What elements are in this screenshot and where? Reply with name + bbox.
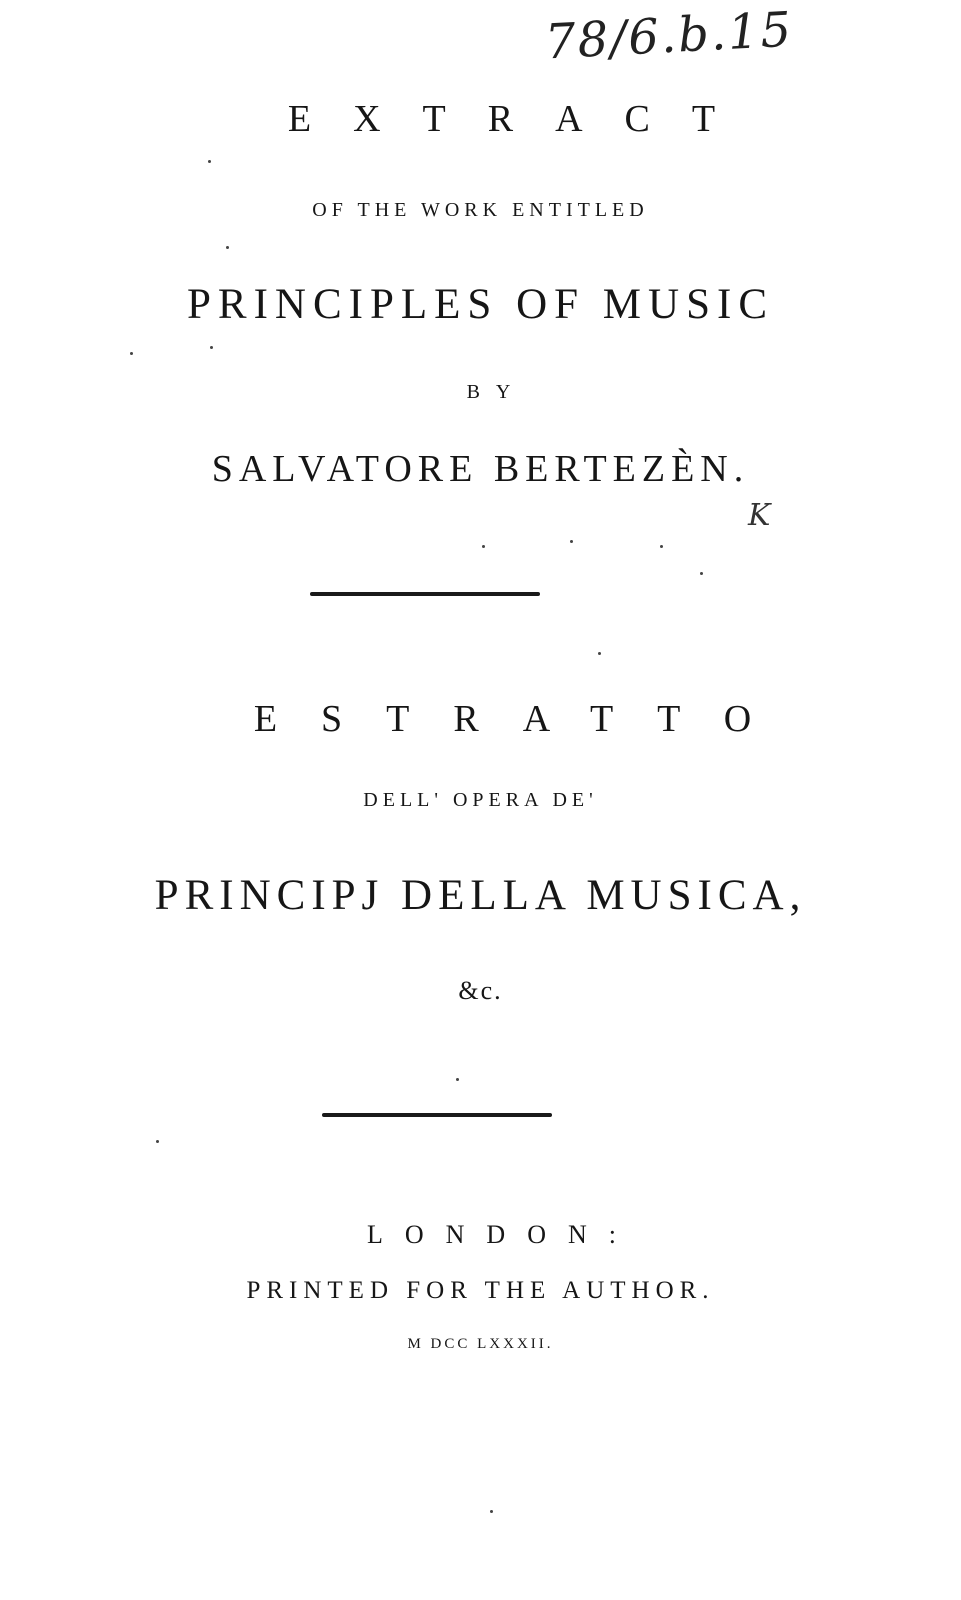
by-line: BY: [466, 381, 527, 403]
italian-subheading: DELL' OPERA DE': [363, 789, 598, 811]
english-heading: EXTRACT: [287, 98, 758, 140]
ink-speck: [570, 540, 573, 543]
imprint-place: LONDON:: [367, 1220, 638, 1249]
author-name: SALVATORE BERTEZÈN.: [211, 448, 750, 490]
handwritten-margin-mark: K: [748, 498, 771, 533]
english-title: PRINCIPLES OF MUSIC: [187, 281, 774, 328]
ink-speck: [598, 652, 601, 655]
ink-speck: [208, 160, 211, 163]
imprint-date: M DCC LXXXII.: [407, 1336, 554, 1352]
ink-speck: [700, 572, 703, 575]
ink-speck: [482, 545, 485, 548]
italian-title: PRINCIPJ DELLA MUSICA,: [154, 872, 807, 919]
etcetera: &c.: [458, 976, 503, 1005]
handwritten-shelfmark: 78/6.b.15: [543, 1, 795, 71]
ink-speck: [156, 1140, 159, 1143]
ink-speck: [210, 346, 213, 349]
ink-speck: [456, 1078, 459, 1081]
ink-speck: [226, 246, 229, 249]
italian-heading: ESTRATTO: [253, 698, 796, 740]
ink-speck: [130, 352, 133, 355]
imprint-printer: PRINTED FOR THE AUTHOR.: [246, 1277, 715, 1304]
divider-rule-bottom: [322, 1113, 552, 1117]
divider-rule-top: [310, 592, 540, 596]
ink-speck: [660, 545, 663, 548]
english-subheading: OF THE WORK ENTITLED: [312, 199, 649, 221]
ink-speck: [490, 1510, 493, 1513]
